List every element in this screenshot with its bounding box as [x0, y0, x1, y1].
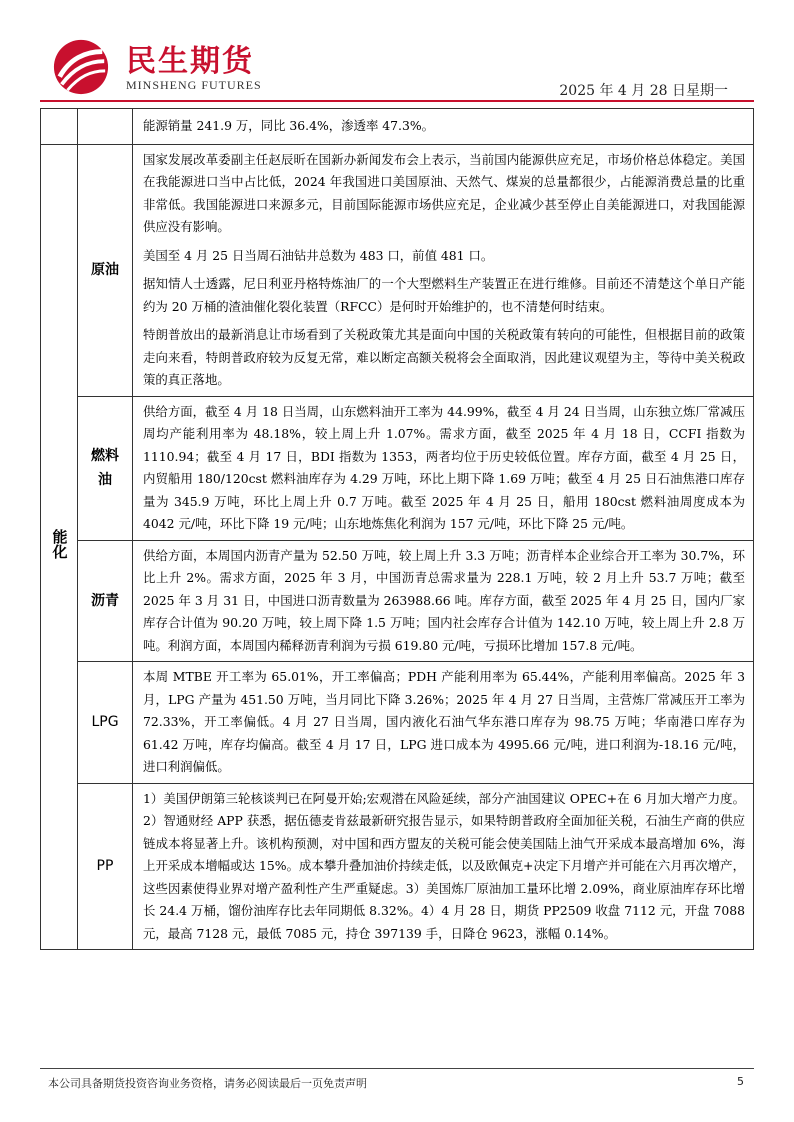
- table-row-asphalt: [41, 540, 754, 662]
- content-cell-crude-oil: [133, 144, 754, 396]
- report-date: 2025 年 4 月 28 日星期一: [559, 83, 728, 99]
- paragraph: 国家发展改革委副主任赵辰昕在国新办新闻发布会上表示，当前国内能源供应充足，市场价格总体稳定。美国在我能源进口当中占比低，2024 年我国进口美国原油、天然气、煤炭的总量都很少，占能源消费总量的比重非常低。我国能源进口来源多元，目前国际能源市场供应充足，企业减少甚至停止自美能源进口，对我国能源供应没有影响。: [143, 151, 745, 234]
- item-label-crude-oil: 原油: [78, 144, 133, 396]
- header-divider: [40, 100, 754, 102]
- page-number: 5: [737, 1075, 744, 1088]
- page-header: [40, 30, 754, 100]
- table-row-lpg: [41, 662, 754, 784]
- commodity-table: [40, 108, 754, 950]
- item-cell-empty: [78, 109, 133, 145]
- minsheng-logo-icon: [52, 38, 110, 96]
- table-row-crude-oil: [41, 144, 754, 396]
- footer-divider: [40, 1068, 754, 1069]
- brand-name-english: MINSHENG FUTURES: [126, 78, 262, 92]
- content-cell-asphalt: [133, 540, 754, 662]
- table-row-pp: [41, 783, 754, 950]
- table-row-fuel-oil: [41, 396, 754, 540]
- item-label-fuel-oil: [78, 396, 133, 540]
- paragraph: 能源销量 241.9 万，同比 36.4%，渗透率 47.3%。: [143, 118, 435, 133]
- paragraph: 供给方面，截至 4 月 18 日当周，山东燃料油开工率为 44.99%，截至 4 月 24 日当周，山东独立炼厂常减压周均产能利用率为 48.18%，较上周上升 1.07%。需求方面，截至 2025 年 4 月 18 日，CCFI 指数为 1110.94；截至 4 月 17 日，BDI 指数为 1353，两者均位于历史较低位置。库存方面，截至 4 月 25 日，内贸船用 180/120cst 燃料油库存为 4.29 万吨，环比上期下降 1.69 万吨；截至 4 月 25 日石油焦港口库存量为 345.9 万吨，环比上周上升 0.7 万吨。截至 2025 年 4 月 25 日，船用 180cst 燃料油周度成本为 4042 元/吨，环比下降 19 元/吨；山东地炼焦化利润为 157 元/吨，环比下降 25 元/吨。: [143, 403, 745, 531]
- content-cell-fuel-oil: [133, 396, 754, 540]
- paragraph: 1）美国伊朗第三轮核谈判已在阿曼开始;宏观潜在风险延续，部分产油国建议 OPEC+在 6 月加大增产力度。2）智通财经 APP 获悉，据伍德麦肯兹最新研究报告显示，如果特朗普政府全面加征关税，石油生产商的供应链成本将显著上升。该机构预测，对中国和西方盟友的关税可能会使美国陆上油气开采成本最高增加 6%，海上开采成本增幅或达 15%。成本攀升叠加油价持续走低，以及欧佩克+决定下月增产并可能在六月再次增产，这些因素使得业界对增产盈利性产生严重疑虑。3）美国炼厂原油加工量环比增 2.09%，商业原油库存环比增长 24.4 万桶，馏份油库存比去年同期低 8.32%。4）4 月 28 日，期货 PP2509 收盘 7112 元，开盘 7088 元，最高 7128 元，最低 7085 元，持仓 397139 手，日降仓 9623，涨幅 0.14%。: [143, 790, 745, 941]
- item-label: 燃料油: [91, 448, 119, 488]
- paragraph: 供给方面，本周国内沥青产量为 52.50 万吨，较上周上升 3.3 万吨；沥青样本企业综合开工率为 30.7%，环比上升 2%。需求方面，2025 年 3 月，中国沥青总需求量为 228.1 万吨，较 2 月上升 53.7 万吨；截至 2025 年 3 月 31 日，中国进口沥青数量为 263988.66 吨。库存方面，截至 2025 年 4 月 25 日，国内厂家库存合计值为 90.20 万吨，较上周下降 1.5 万吨；国内社会库存合计值为 142.10 万吨，较上周上升 2.8 万吨。利润方面，本周国内稀释沥青利润为亏损 619.80 元/吨，亏损环比增加 157.8 元/吨。: [143, 547, 745, 653]
- item-label-pp: PP: [78, 783, 133, 950]
- table-row-continuation: [41, 109, 754, 145]
- paragraph: 据知情人士透露，尼日利亚丹格特炼油厂的一个大型燃料生产装置正在进行维修。目前还不清楚这个单日产能约为 20 万桶的渣油催化裂化装置（RFCC）是何时开始维护的，也不清楚何时结束。: [143, 276, 745, 314]
- item-label-asphalt: 沥青: [78, 540, 133, 662]
- brand-name-chinese: 民生期货: [126, 44, 254, 79]
- sector-cell-empty: [41, 109, 78, 145]
- content-cell: [133, 109, 754, 145]
- paragraph: 特朗普放出的最新消息让市场看到了关税政策尤其是面向中国的关税政策有转向的可能性，但根据目前的政策走向来看，特朗普政府较为反复无常，难以断定高额关税将会全面取消，因此建议观望为主，等待中美关税政策的真正落地。: [143, 327, 745, 387]
- sector-label: 能化: [50, 528, 69, 559]
- content-cell-lpg: [133, 662, 754, 784]
- item-label-lpg: LPG: [78, 662, 133, 784]
- paragraph: 本周 MTBE 开工率为 65.01%，开工率偏高；PDH 产能利用率为 65.44%，产能利用率偏高。2025 年 3 月，LPG 产量为 451.50 万吨，当月同比下降 3.26%；2025 年 4 月 27 日当周，主营炼厂常减压开工率为 72.33%，开工率偏低。4 月 27 日当周，国内液化石油气华东港口库存为 98.75 万吨；华南港口库存为 61.42 万吨，库存均偏高。截至 4 月 17 日，LPG 进口成本为 4995.66 元/吨，进口利润为-18.16 元/吨，进口利润偏低。: [143, 669, 745, 774]
- paragraph: 美国至 4 月 25 日当周石油钻井总数为 483 口，前值 481 口。: [143, 247, 494, 263]
- footer-disclaimer: 本公司具备期货投资咨询业务资格，请务必阅读最后一页免责声明: [48, 1077, 367, 1090]
- sector-label-energy-chemical: [41, 144, 78, 950]
- content-cell-pp: [133, 783, 754, 950]
